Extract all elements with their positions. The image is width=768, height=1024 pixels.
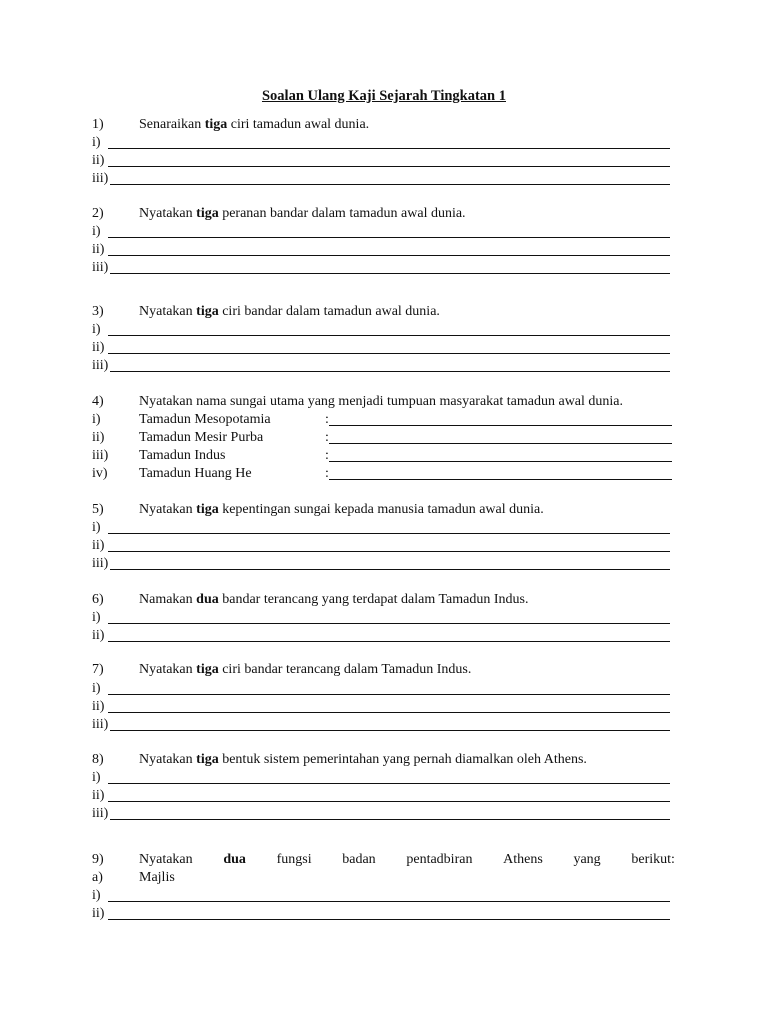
answer-rule — [110, 730, 670, 731]
answer-line[interactable] — [92, 259, 670, 277]
answer-rule — [108, 255, 670, 256]
answer-rule — [108, 533, 670, 534]
answer-rule — [329, 461, 672, 462]
answer-line[interactable] — [92, 805, 670, 823]
question-text: Nyatakan tiga peranan bandar dalam tamadun awal dunia. — [139, 206, 466, 221]
answer-label: i) — [92, 322, 101, 337]
answer-rule — [110, 371, 670, 372]
answer-rule — [108, 783, 670, 784]
question-text: Nyatakan tiga kepentingan sungai kepada manusia tamadun awal dunia. — [139, 502, 544, 517]
answer-label: ii) — [92, 628, 105, 643]
answer-rule — [329, 443, 672, 444]
answer-rule — [108, 551, 670, 552]
answer-label: ii) — [92, 699, 105, 714]
answer-label: iii) — [92, 556, 109, 571]
answer-line[interactable] — [92, 787, 670, 805]
answer-rule — [108, 166, 670, 167]
answer-rule — [108, 641, 670, 642]
answer-label: i) — [92, 610, 101, 625]
question-number: 7) — [92, 662, 104, 677]
civilization-name: Tamadun Huang He — [139, 466, 252, 481]
question-number: 1) — [92, 117, 104, 132]
answer-line[interactable] — [92, 519, 670, 537]
river-answer-row[interactable] — [92, 465, 672, 483]
answer-label: ii) — [92, 906, 105, 921]
answer-label: iii) — [92, 806, 109, 821]
answer-rule — [108, 353, 670, 354]
answer-rule — [110, 819, 670, 820]
question-text: Namakan dua bandar terancang yang terdapat dalam Tamadun Indus. — [139, 592, 529, 607]
answer-line[interactable] — [92, 905, 670, 923]
answer-rule — [110, 569, 670, 570]
answer-line[interactable] — [92, 555, 670, 573]
answer-rule — [110, 184, 670, 185]
worksheet-title: Soalan Ulang Kaji Sejarah Tingkatan 1 — [261, 88, 506, 104]
answer-line[interactable] — [92, 609, 670, 627]
answer-line[interactable] — [92, 241, 670, 259]
answer-label: ii) — [92, 153, 105, 168]
answer-label: i) — [92, 888, 101, 903]
answer-rule — [108, 335, 670, 336]
answer-rule — [108, 712, 670, 713]
answer-rule — [329, 425, 672, 426]
answer-label: iii) — [92, 260, 109, 275]
sub-text: Majlis — [139, 870, 175, 885]
answer-rule — [329, 479, 672, 480]
answer-label: iii) — [92, 358, 109, 373]
civilization-name: Tamadun Indus — [139, 448, 226, 463]
sub-label: a) — [92, 870, 103, 885]
answer-label: i) — [92, 224, 101, 239]
colon: : — [325, 448, 329, 463]
answer-rule — [108, 148, 670, 149]
question-text: Nyatakan tiga ciri bandar terancang dalam Tamadun Indus. — [139, 662, 472, 677]
question-number: 8) — [92, 752, 104, 767]
colon: : — [325, 430, 329, 445]
answer-line[interactable] — [92, 223, 670, 241]
answer-line[interactable] — [92, 321, 670, 339]
answer-rule — [108, 919, 670, 920]
answer-label: ii) — [92, 430, 105, 445]
answer-label: ii) — [92, 242, 105, 257]
answer-line[interactable] — [92, 769, 670, 787]
answer-label: i) — [92, 412, 101, 427]
question-number: 6) — [92, 592, 104, 607]
answer-line[interactable] — [92, 357, 670, 375]
answer-label: i) — [92, 770, 101, 785]
answer-label: ii) — [92, 788, 105, 803]
question-text: Nyatakan tiga ciri bandar dalam tamadun awal dunia. — [139, 304, 440, 319]
question-number: 5) — [92, 502, 104, 517]
colon: : — [325, 412, 329, 427]
answer-label: i) — [92, 520, 101, 535]
river-answer-row[interactable] — [92, 447, 672, 465]
answer-label: i) — [92, 681, 101, 696]
answer-label: ii) — [92, 538, 105, 553]
answer-label: i) — [92, 135, 101, 150]
civilization-name: Tamadun Mesir Purba — [139, 430, 264, 445]
question-9-text: Nyatakan dua fungsi badan pentadbiran Athens yang berikut: — [139, 852, 675, 867]
answer-line[interactable] — [92, 698, 670, 716]
colon: : — [325, 466, 329, 481]
answer-rule — [108, 694, 670, 695]
answer-rule — [108, 623, 670, 624]
question-number: 3) — [92, 304, 104, 319]
answer-line[interactable] — [92, 152, 670, 170]
question-text: Nyatakan tiga bentuk sistem pemerintahan yang pernah diamalkan oleh Athens. — [139, 752, 587, 767]
answer-label: iii) — [92, 448, 109, 463]
question-text: Senaraikan tiga ciri tamadun awal dunia. — [139, 117, 370, 132]
answer-line[interactable] — [92, 134, 670, 152]
civilization-name: Tamadun Mesopotamia — [139, 412, 271, 427]
answer-line[interactable] — [92, 170, 670, 188]
answer-rule — [108, 801, 670, 802]
answer-label: iii) — [92, 717, 109, 732]
answer-rule — [108, 237, 670, 238]
answer-label: ii) — [92, 340, 105, 355]
question-text: Nyatakan nama sungai utama yang menjadi tumpuan masyarakat tamadun awal dunia. — [139, 394, 624, 409]
river-answer-row[interactable] — [92, 411, 672, 429]
answer-line[interactable] — [92, 537, 670, 555]
question-number: 2) — [92, 206, 104, 221]
answer-rule — [108, 901, 670, 902]
answer-line[interactable] — [92, 627, 670, 645]
question-number: 4) — [92, 394, 104, 409]
answer-label: iii) — [92, 171, 109, 186]
answer-rule — [110, 273, 670, 274]
answer-line[interactable] — [92, 339, 670, 357]
answer-label: iv) — [92, 466, 108, 481]
question-number: 9) — [92, 852, 104, 867]
answer-line[interactable] — [92, 680, 670, 698]
answer-line[interactable] — [92, 887, 670, 905]
answer-line[interactable] — [92, 716, 670, 734]
river-answer-row[interactable] — [92, 429, 672, 447]
